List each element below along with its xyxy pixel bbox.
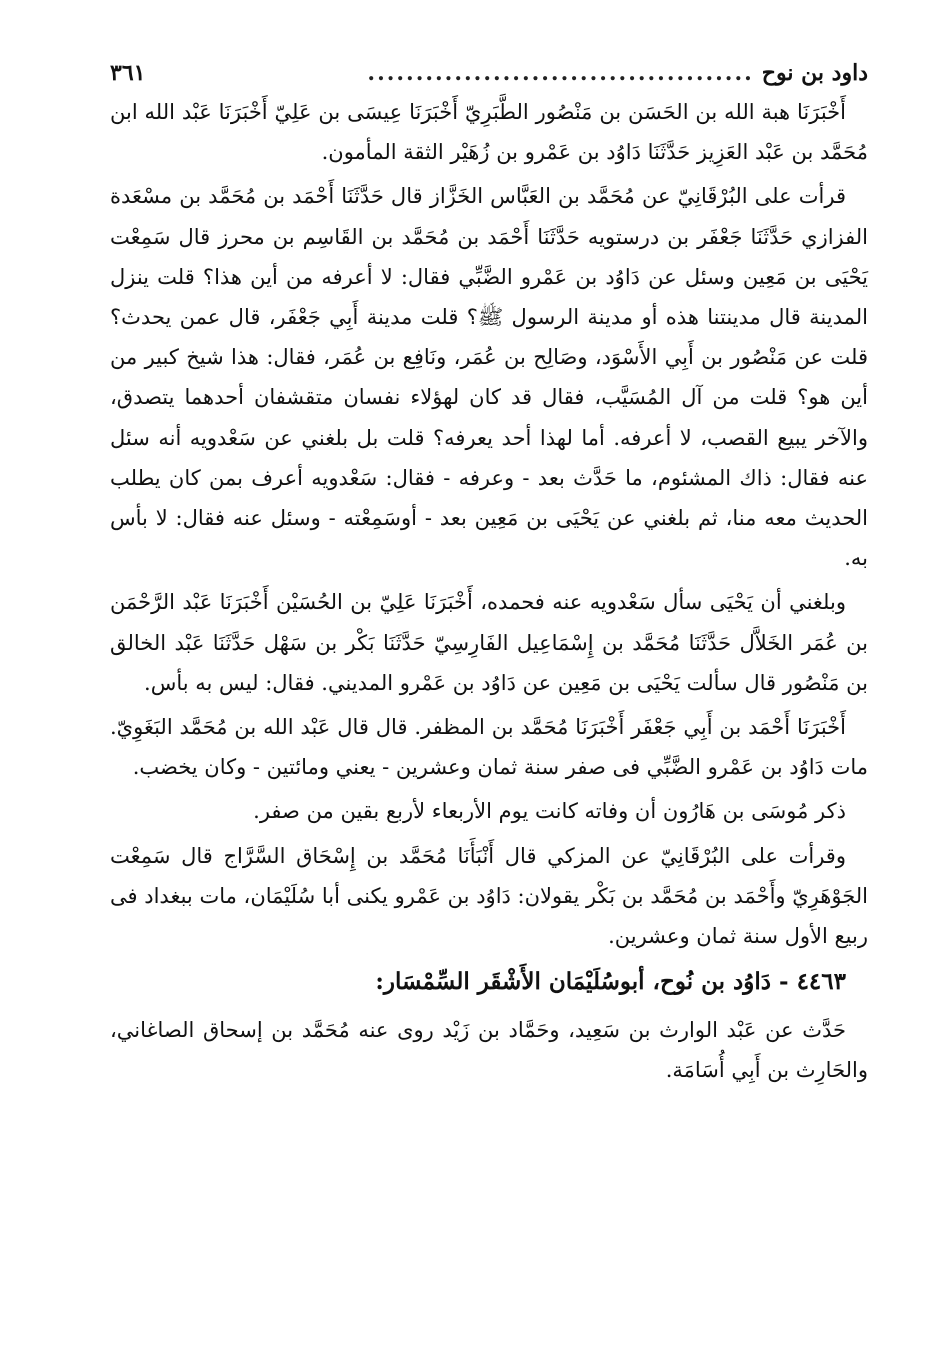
entry-heading: ٤٤٦٣ - دَاوُد بن نُوح، أبوسُلَيْمَان الأَشْقَر السِّمْسَار:	[375, 968, 846, 996]
paragraph-5: ذكر مُوسَى بن هَارُون أن وفاته كانت يوم الأربعاء لأربع بقين من صفر.	[253, 799, 846, 824]
paragraph-6: وقرأت على البُرْقَانِيّ عن المزكي قال أَنْبَأَنَا مُحَمَّد بن إِسْحَاق السَّرَّاج قال سَمِعْت الجَوْهَرِيّ وأَحْمَد بن مُحَمَّد بن بَكْر يقولان: دَاوُد بن عَمْرو يكنى أبا سُلَيْمَان، مات ببغداد فى ربيع الأول سنة ثمان وعشرين.	[110, 843, 868, 949]
running-header	[110, 54, 868, 92]
paragraph-2: قرأت على البُرْقَانِيّ عن مُحَمَّد بن العَبَّاس الخَزَّاز قال حَدَّثَنَا أَحْمَد بن مُحَمَّد بن مسْعَدة الفزازي حَدَّثَنَا جَعْفَر بن درستويه حَدَّثَنَا أَحْمَد بن مُحَمَّد بن القَاسِم بن محرز قال سَمِعْت يَحْيَى بن مَعِين وسئل عن دَاوُد بن عَمْرو الضَّبِّي فقال: لا أعرفه من أين هذا؟ قلت ينزل المدينة قال مدينتنا هذه أو مدينة الرسول ﷺ؟ قلت مدينة أَبِي جَعْفَر، قال عمن يحدث؟ قلت عن مَنْصُور بن أَبِي الأَسْوَد، وصَالِح بن عُمَر، ونَافِع بن عُمَر، فقال: هذا شيخ كبير من أين هو؟ قلت من آل المُسَيَّب، فقال قد كان لهؤلاء نفسان متقشفان أحدهما يتصدق، والآخر يبيع القصب، لا أعرفه. أما لهذا أحد يعرفه؟ قلت بل بلغني عن سَعْدويه أنه سئل عنه فقال: ذاك المشئوم، ما حَدَّث بعد - وعرفه - فقال: سَعْدويه أعرف بمن كان يطلب الحديث معه منا، ثم بلغني عن يَحْيَى بن مَعِين بعد - أوسَمِعْته - وسئل عنه فقال: لا بأس به.	[110, 184, 868, 571]
page-number: ٣٦١	[110, 60, 146, 86]
header-title: داود بن نوح	[761, 60, 868, 86]
paragraph-1: أَخْبَرَنَا هبة الله بن الحَسَن بن مَنْصُور الطَّبَرِيّ أَخْبَرَنَا عِيسَى بن عَلِيّ أَخْبَرَنَا عَبْد الله ابن مُحَمَّد بن عَبْد العَزِيز حَدَّثَنَا دَاوُد بن عَمْرو بن زُهَيْر الثقة المأمون.	[110, 100, 868, 165]
document-page	[110, 54, 868, 1095]
paragraph-3: وبلغني أن يَحْيَى سأل سَعْدويه عنه فحمده، أَخْبَرَنَا عَلِيّ بن الحُسَيْن أَخْبَرَنَا عَبْد الرَّحْمَن بن عُمَر الخَلاَّل حَدَّثَنَا مُحَمَّد بن إِسْمَاعِيل الفَارِسِيّ حَدَّثَنَا بَكْر بن سَهْل حَدَّثَنَا عَبْد الخالق بن مَنْصُور قال سألت يَحْيَى بن مَعِين عن دَاوُد بن عَمْرو المديني. فقال: ليس به بأس.	[110, 590, 868, 695]
header-leader-dots: ........................................	[367, 60, 754, 86]
entry-text: حَدَّث عن عَبْد الوارث بن سَعِيد، وحَمَّاد بن زَيْد روى عنه مُحَمَّد بن إسحاق الصاغاني، والحَارِث بن أَبِي أُسَامَة.	[110, 1018, 868, 1083]
paragraph-4: أَخْبَرَنَا أَحْمَد بن أَبِي جَعْفَر أَخْبَرَنَا مُحَمَّد بن المظفر. قال قال عَبْد الله بن مُحَمَّد البَغَوِيّ. مات دَاوُد بن عَمْرو الضَّبِّي فى صفر سنة ثمان وعشرين - يعني ومائتين - وكان يخضب.	[110, 715, 868, 780]
